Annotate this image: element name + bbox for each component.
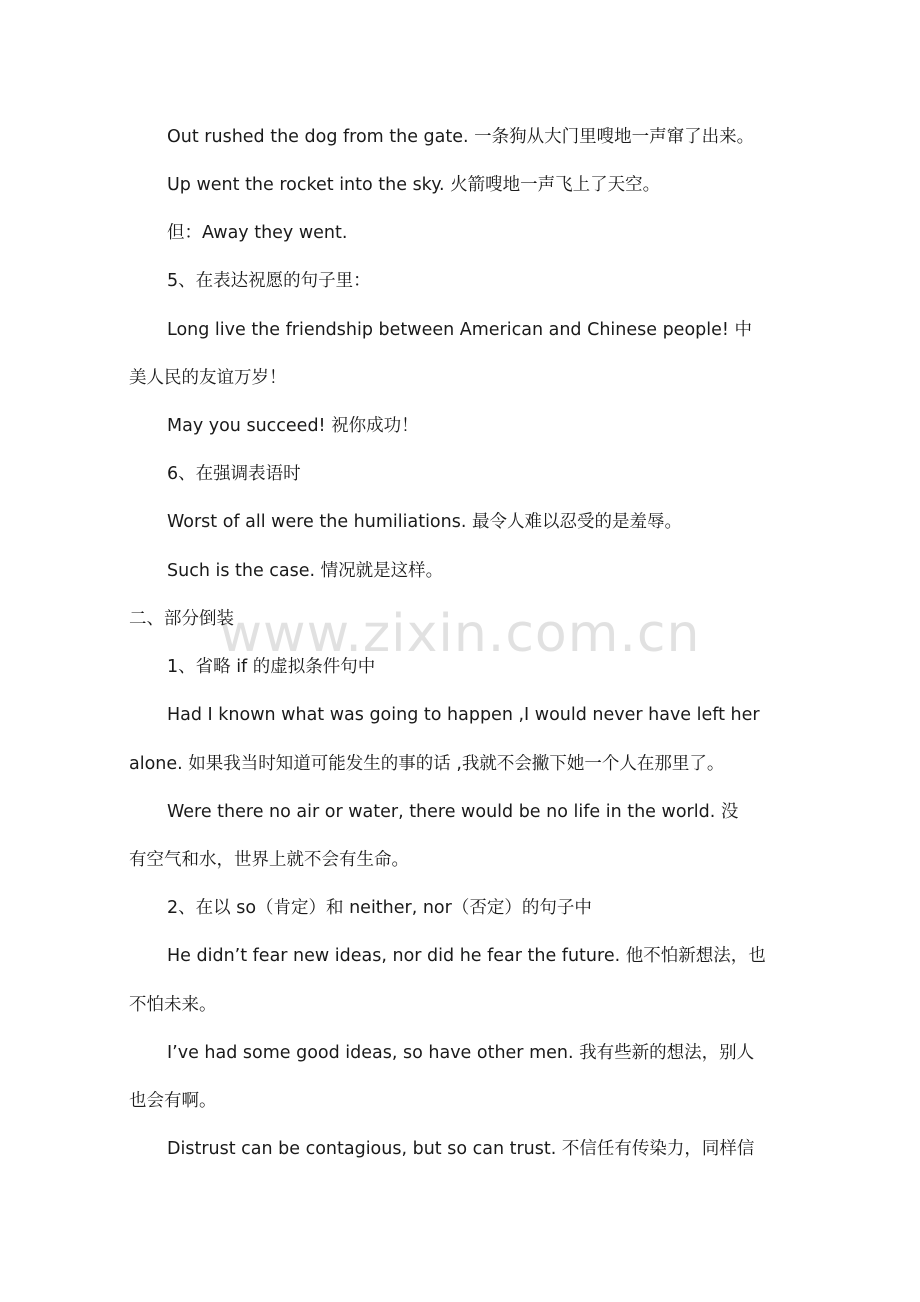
text-line: Such is the case. 情况就是这样。 — [167, 561, 444, 581]
text-line: 也会有啊。 — [129, 1091, 217, 1111]
text-line: Had I known what was going to happen ,I would never have left her — [167, 705, 760, 725]
text-line: alone. 如果我当时知道可能发生的事的话 ,我就不会撇下她一个人在那里了。 — [129, 754, 725, 774]
text-line: 有空气和水，世界上就不会有生命。 — [129, 850, 409, 870]
text-line: Distrust can be contagious, but so can trust. 不信任有传染力，同样信 — [167, 1139, 755, 1159]
text-line: Up went the rocket into the sky. 火箭嗖地一声飞上了天空。 — [167, 175, 661, 195]
chapter-heading: 二、部分倒装 — [129, 609, 234, 629]
section-heading: 6、在强调表语时 — [167, 464, 301, 484]
text-line: Were there no air or water, there would be no life in the world. 没 — [167, 802, 739, 822]
text-line: I’ve had some good ideas, so have other men. 我有些新的想法，别人 — [167, 1043, 755, 1063]
text-line: 但：Away they went. — [167, 223, 348, 243]
text-line: May you succeed! 祝你成功！ — [167, 416, 419, 436]
text-line: Worst of all were the humiliations. 最令人难以忍受的是羞辱。 — [167, 512, 682, 532]
watermark: www.zixin.com.cn — [219, 604, 701, 664]
text-line: 不怕未来。 — [129, 995, 217, 1015]
section-heading: 5、在表达祝愿的句子里： — [167, 271, 371, 291]
text-line: Out rushed the dog from the gate. 一条狗从大门里嗖地一声窜了出来。 — [167, 127, 755, 147]
section-heading: 1、省略 if 的虚拟条件句中 — [167, 657, 376, 677]
text-line: Long live the friendship between American and Chinese people! 中 — [167, 320, 752, 340]
text-line: He didn’t fear new ideas, nor did he fear the future. 他不怕新想法，也 — [167, 946, 766, 966]
text-line: 美人民的友谊万岁！ — [129, 368, 287, 388]
section-heading: 2、在以 so（肯定）和 neither, nor（否定）的句子中 — [167, 898, 592, 918]
